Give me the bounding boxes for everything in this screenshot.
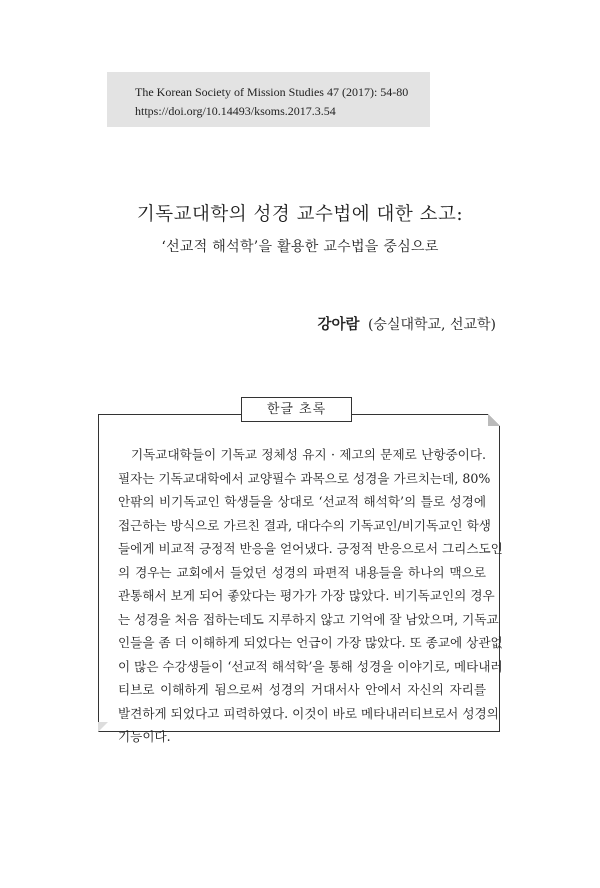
author-line xyxy=(317,313,496,334)
abstract-line: 의 경우는 교회에서 들었던 성경의 파편적 내용들을 하나의 맥으로 xyxy=(118,564,486,580)
abstract-line: 는 성경을 처음 접하는데도 지루하지 않고 기억에 잘 남았으며, 기독교 xyxy=(118,611,499,627)
abstract-line: 들에게 비교적 긍정적 반응을 얻어냈다. 긍정적 반응으로서 그리스도인 xyxy=(118,541,503,556)
abstract-line: 발견하게 되었다고 피력하였다. 이것이 바로 메타내러티브로서 성경의 xyxy=(118,705,499,721)
abstract-line: 기독교대학들이 기독교 정체성 유지 · 제고의 문제로 난항중이다. xyxy=(118,447,486,462)
abstract-line: 안팎의 비기독교인 학생들을 상대로 ‘선교적 해석학’의 틀로 성경에 xyxy=(118,494,486,509)
corner-fold-decoration xyxy=(488,414,500,426)
abstract-line: 티브로 이해하게 됨으로써 성경의 거대서사 안에서 자신의 자리를 xyxy=(118,682,486,697)
journal-citation: The Korean Society of Mission Studies 47 (2017): 54-80 xyxy=(135,85,409,99)
abstract-line: 접근하는 방식으로 가르친 결과, 대다수의 기독교인/비기독교인 학생 xyxy=(118,517,491,533)
abstract-line: 인들을 좀 더 이해하게 되었다는 언급이 가장 많았다. 또 종교에 상관없 xyxy=(118,635,503,650)
abstract-line: 이 많은 수강생들이 ‘선교적 해석학’을 통해 성경을 이야기로, 메타내러 xyxy=(118,658,503,674)
abstract-label: 한글 초록 xyxy=(241,397,352,422)
paper-title: 기독교대학의 성경 교수법에 대한 소고: xyxy=(136,204,464,225)
doi-link[interactable]: https://doi.org/10.14493/ksoms.2017.3.54 xyxy=(135,104,336,118)
abstract-line: 기능이다. xyxy=(118,729,171,744)
author-affiliation: (숭실대학교, 선교학) xyxy=(367,317,496,333)
abstract-line: 관통해서 보게 되어 좋았다는 평가가 가장 많았다. 비기독교인의 경우 xyxy=(118,588,495,603)
journal-header xyxy=(107,72,430,127)
corner-fold-bottom-decoration xyxy=(98,722,108,732)
abstract-text xyxy=(118,443,503,749)
author-name: 강아람 xyxy=(317,316,360,333)
paper-subtitle: ‘선교적 해석학’을 활용한 교수법을 중심으로 xyxy=(161,239,439,255)
abstract-line: 필자는 기독교대학에서 교양필수 과목으로 성경을 가르치는데, 80% xyxy=(118,470,491,486)
